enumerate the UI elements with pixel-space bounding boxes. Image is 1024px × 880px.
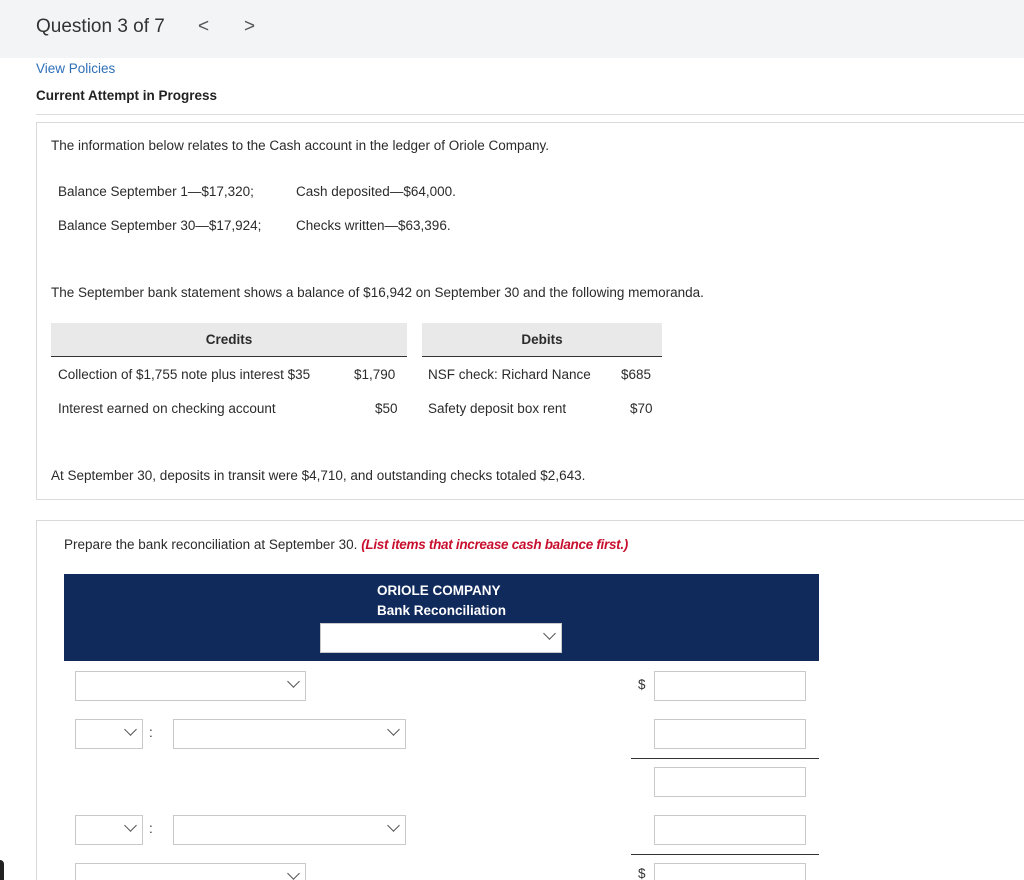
line-item-select[interactable] (75, 671, 306, 701)
reconciliation-header (64, 574, 819, 661)
debit-amount: $70 (630, 401, 653, 416)
ledger-balance-sep30: Balance September 30—$17,924; (58, 218, 262, 233)
bank-statement-text: The September bank statement shows a balance of $16,942 on September 30 and the following memoranda. (51, 285, 704, 300)
add-less-select[interactable] (75, 815, 143, 845)
transit-note: At September 30, deposits in transit were $4,710, and outstanding checks totaled $2,643. (51, 468, 586, 483)
chevron-down-icon (287, 867, 300, 880)
problem-intro: The information below relates to the Cash account in the ledger of Oriole Company. (51, 138, 550, 153)
debits-header: Debits (422, 323, 662, 357)
currency-symbol: $ (638, 866, 646, 880)
credit-label: Interest earned on checking account (58, 401, 276, 416)
attempt-status: Current Attempt in Progress (36, 88, 218, 103)
line-item-select[interactable] (173, 719, 406, 749)
total-underline (631, 854, 819, 855)
window-edge (0, 860, 4, 880)
colon-separator: : (149, 821, 153, 836)
chevron-down-icon (124, 723, 137, 736)
statement-title: Bank Reconciliation (377, 603, 507, 618)
chevron-down-icon (387, 819, 400, 832)
company-name: ORIOLE COMPANY (377, 583, 501, 598)
ledger-checks-written: Checks written—$63,396. (296, 218, 451, 233)
credits-header: Credits (51, 323, 407, 357)
credit-amount: $1,790 (354, 367, 396, 382)
question-counter: Question 3 of 7 (36, 16, 165, 37)
instruction-text: Prepare the bank reconciliation at September 30. (64, 537, 358, 552)
line-item-select[interactable] (75, 863, 306, 880)
prev-question-button[interactable]: < (198, 16, 210, 37)
view-policies-link[interactable]: View Policies (36, 61, 116, 76)
date-select[interactable] (320, 623, 562, 653)
add-less-select[interactable] (75, 719, 143, 749)
task-instruction (64, 537, 628, 552)
ledger-balance-sep1: Balance September 1—$17,320; (58, 184, 254, 199)
credit-amount: $50 (375, 401, 398, 416)
chevron-down-icon (387, 723, 400, 736)
chevron-down-icon (287, 675, 300, 688)
amount-input[interactable] (654, 863, 806, 880)
debit-label: Safety deposit box rent (428, 401, 567, 416)
amount-input[interactable] (654, 671, 806, 701)
debit-amount: $685 (621, 367, 652, 382)
colon-separator: : (149, 725, 153, 740)
amount-input[interactable] (654, 719, 806, 749)
amount-input[interactable] (654, 767, 806, 797)
chevron-down-icon (543, 627, 556, 640)
line-item-select[interactable] (173, 815, 406, 845)
ledger-cash-deposited: Cash deposited—$64,000. (296, 184, 456, 199)
total-underline (631, 758, 819, 759)
credit-label: Collection of $1,755 note plus interest $35 (58, 367, 311, 382)
next-question-button[interactable]: > (244, 16, 256, 37)
currency-symbol: $ (638, 677, 646, 692)
instruction-hint: (List items that increase cash balance first.) (361, 537, 629, 552)
chevron-down-icon (124, 819, 137, 832)
problem-card (36, 122, 1024, 500)
divider (36, 114, 1024, 115)
debit-label: NSF check: Richard Nance (428, 367, 591, 382)
amount-input[interactable] (654, 815, 806, 845)
